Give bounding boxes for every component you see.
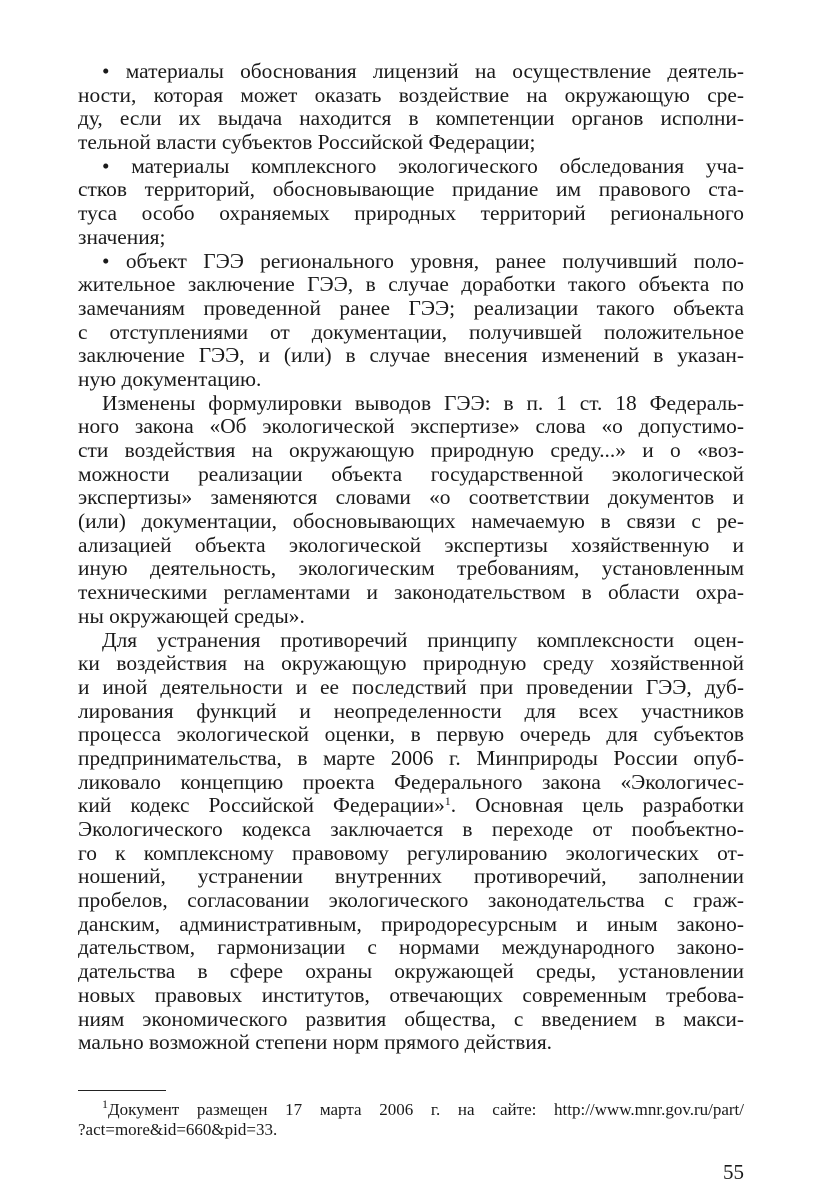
text-line: дательства в сфере охраны окружающей среды, установлении <box>78 959 744 984</box>
text-line: сти воздействия на окружающую природную среду...» и о «воз- <box>78 438 744 462</box>
footnote-marker: 1 <box>102 1097 108 1111</box>
text-line: предпринимательства, в марте 2006 г. Минприроды России опуб- <box>78 745 744 770</box>
text-line: стков территорий, обосновывающие придание им правового ста- <box>78 177 744 202</box>
text-line: (или) документации, обосновывающих намечаемую в связи с ре- <box>78 509 744 534</box>
text-line: • объект ГЭЭ регионального уровня, ранее получивший поло- <box>102 248 744 273</box>
text-line-with-footnote <box>78 794 744 818</box>
text-line: значения; <box>78 224 166 249</box>
text-line: ниям экономического развития общества, с введением в макси- <box>78 1006 744 1031</box>
text-segment: кий кодекс Российской Федерации» <box>78 793 445 818</box>
text-line: ду, если их выдача находится в компетенции органов исполни- <box>78 106 744 131</box>
text-line: лирования функций и неопределенности для всех участников <box>78 698 744 723</box>
paragraph <box>78 60 744 155</box>
footnote-text: Документ размещен 17 марта 2006 г. на сайте: http://www.mnr.gov.ru/part/ <box>108 1100 744 1119</box>
page-number: 55 <box>723 1160 744 1184</box>
text-line: тельной власти субъектов Российской Федерации; <box>78 130 536 155</box>
text-line: новых правовых институтов, отвечающих современным требова- <box>78 982 744 1007</box>
text-line: заключение ГЭЭ, и (или) в случае внесения изменений в указан- <box>78 343 744 368</box>
text-line: • материалы обоснования лицензий на осуществление деятель- <box>102 59 744 83</box>
text-line: и иной деятельности и ее последствий при проведении ГЭЭ, дуб- <box>78 674 744 699</box>
text-line: ны окружающей среды». <box>78 603 305 628</box>
text-line: Экологического кодекса заключается в переходе от пообъектно- <box>78 817 744 841</box>
text-line: дательством, гармонизации с нормами международного законо- <box>78 935 744 960</box>
text-line: Для устранения противоречий принципу комплексности оцен- <box>102 627 744 652</box>
footnote-divider <box>78 1090 166 1091</box>
text-line: иную деятельность, экологическим требованиям, установленным <box>78 556 744 581</box>
text-line: можности реализации объекта государственной экологической <box>78 461 744 486</box>
footnote <box>78 1097 744 1140</box>
paragraph <box>78 155 744 250</box>
footnote-reference[interactable]: 1 <box>444 794 451 809</box>
text-line: экспертизы» заменяются словами «о соответствии документов и <box>78 485 744 510</box>
text-line: ную документацию. <box>78 366 262 391</box>
text-line: Изменены формулировки выводов ГЭЭ: в п. 1 ст. 18 Федераль- <box>102 390 744 415</box>
footnote-line <box>78 1097 744 1120</box>
text-line: туса особо охраняемых природных территорий регионального <box>78 201 744 226</box>
text-line: ликовало концепцию проекта Федерального закона «Экологичес- <box>78 769 744 794</box>
paragraph <box>78 250 744 392</box>
paragraph <box>78 629 744 1055</box>
text-line: пробелов, согласовании экологического законодательства с граж- <box>78 888 744 913</box>
text-line: техническими регламентами и законодательством в области охра- <box>78 580 744 605</box>
text-line: ности, которая может оказать воздействие на окружающую сре- <box>78 82 744 107</box>
text-line: ализацией объекта экологической экспертизы хозяйственную и <box>78 532 744 557</box>
text-line: жительное заключение ГЭЭ, в случае доработки такого объекта по <box>78 272 744 297</box>
text-line: • материалы комплексного экологического обследования уча- <box>102 153 744 178</box>
paragraph <box>78 392 744 629</box>
text-line: мально возможной степени норм прямого действия. <box>78 1030 553 1055</box>
text-segment: . Основная цель разработки <box>450 793 744 818</box>
text-line: ношений, устранении внутренних противоречий, заполнении <box>78 864 744 889</box>
footnote-line: ?act=more&id=660&pid=33. <box>78 1120 278 1139</box>
text-line: ки воздействия на окружающую природную среду хозяйственной <box>78 651 744 676</box>
body-text <box>78 60 744 1055</box>
text-line: данским, административным, природоресурсным и иным законо- <box>78 911 744 936</box>
text-line: замечаниям проведенной ранее ГЭЭ; реализации такого объекта <box>78 295 744 320</box>
text-line: го к комплексному правовому регулированию экологических от- <box>78 840 744 865</box>
text-line: процесса экологической оценки, в первую очередь для субъектов <box>78 722 744 747</box>
text-line: с отступлениями от документации, получившей положительное <box>78 319 744 344</box>
text-line: ного закона «Об экологической экспертизе» слова «о допустимо- <box>78 414 744 439</box>
